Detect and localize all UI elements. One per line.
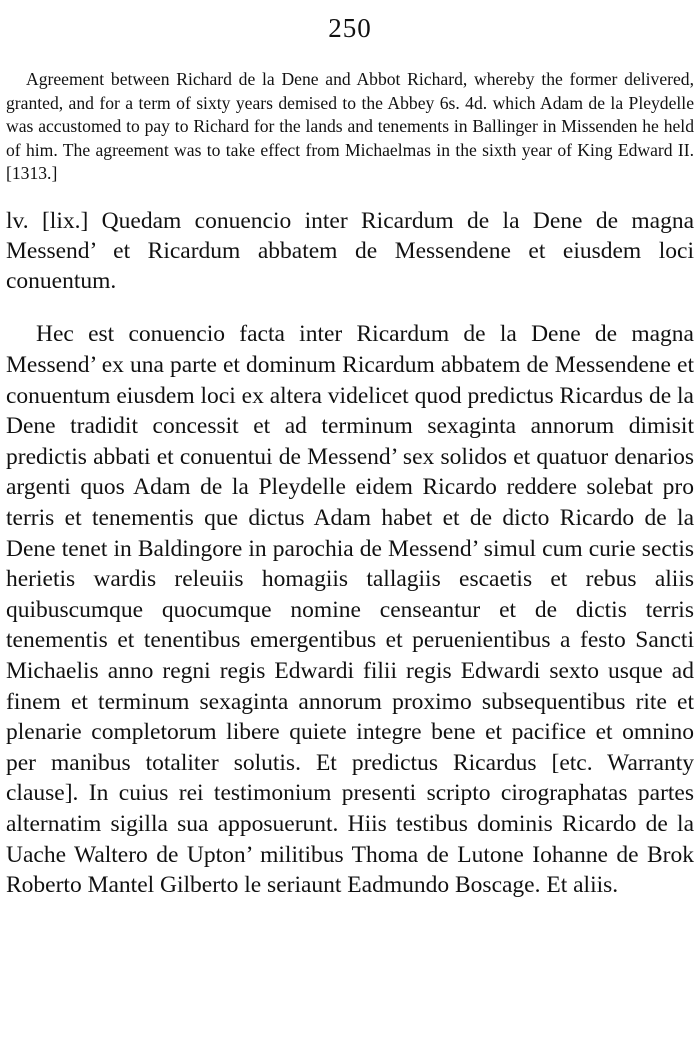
- document-page: [6, 0, 694, 924]
- english-summary: Agreement between Richard de la Dene and Abbot Richard, whereby the former delivered, granted, and for a term of sixty years demised to the Abbey 6s. 4d. which Adam de la Pleydelle was accustomed to pay to Richard for the lands and tenements in Ballinger in Missenden he held of him. The agreement was to take effect from Michaelmas in the sixth year of King Edward II. [1313.]: [6, 69, 694, 184]
- charter-body: Hec est conuencio facta inter Ricardum de la Dene de magna Messend’ ex una parte et dominum Ricardum abbatem de Messendene et conuentum eiusdem loci ex altera videlicet quod predictus Ricardus de la Dene tradidit concessit et ad terminum sexaginta annorum dimisit predictis abbati et conuentui de Messend’ sex solidos et quatuor denarios argenti quos Adam de la Pleydelle eidem Ricardo reddere solebat pro terris et tenementis que dictus Adam habet et de dicto Ricardo de la Dene tenet in Baldingore in parochia de Messend’ simul cum curie sectis herietis wardis releuiis homagiis tallagiis escaetis et rebus aliis quibuscumque quocumque nomine censeantur et de dictis terris tenementis et tenentibus emergentibus et peruenientibus a festo Sancti Michaelis anno regni regis Edwardi filii regis Edwardi sexto usque ad finem et terminum sexaginta annorum proximo subsequentibus rite et plenarie completorum libere quiete integre bene et pacifice et omnino per manibus totaliter solutis. Et predictus Ricardus [etc. Warranty clause]. In cuius rei testimonium presenti scripto cirographatas partes alternatim sigilla sua apposuerunt. Hiis testibus dominis Ricardo de la Uache Waltero de Upton’ militibus Thoma de Lutone Iohanne de Brok Roberto Mantel Gilberto le seriaunt Eadmundo Boscage. Et aliis.: [6, 321, 694, 899]
- page-number: 250: [328, 13, 372, 43]
- charter-heading: lv. [lix.] Quedam conuencio inter Ricardum de la Dene de magna Messend’ et Ricardum abbatem de Messendene et eiusdem loci conuentum.: [6, 207, 694, 294]
